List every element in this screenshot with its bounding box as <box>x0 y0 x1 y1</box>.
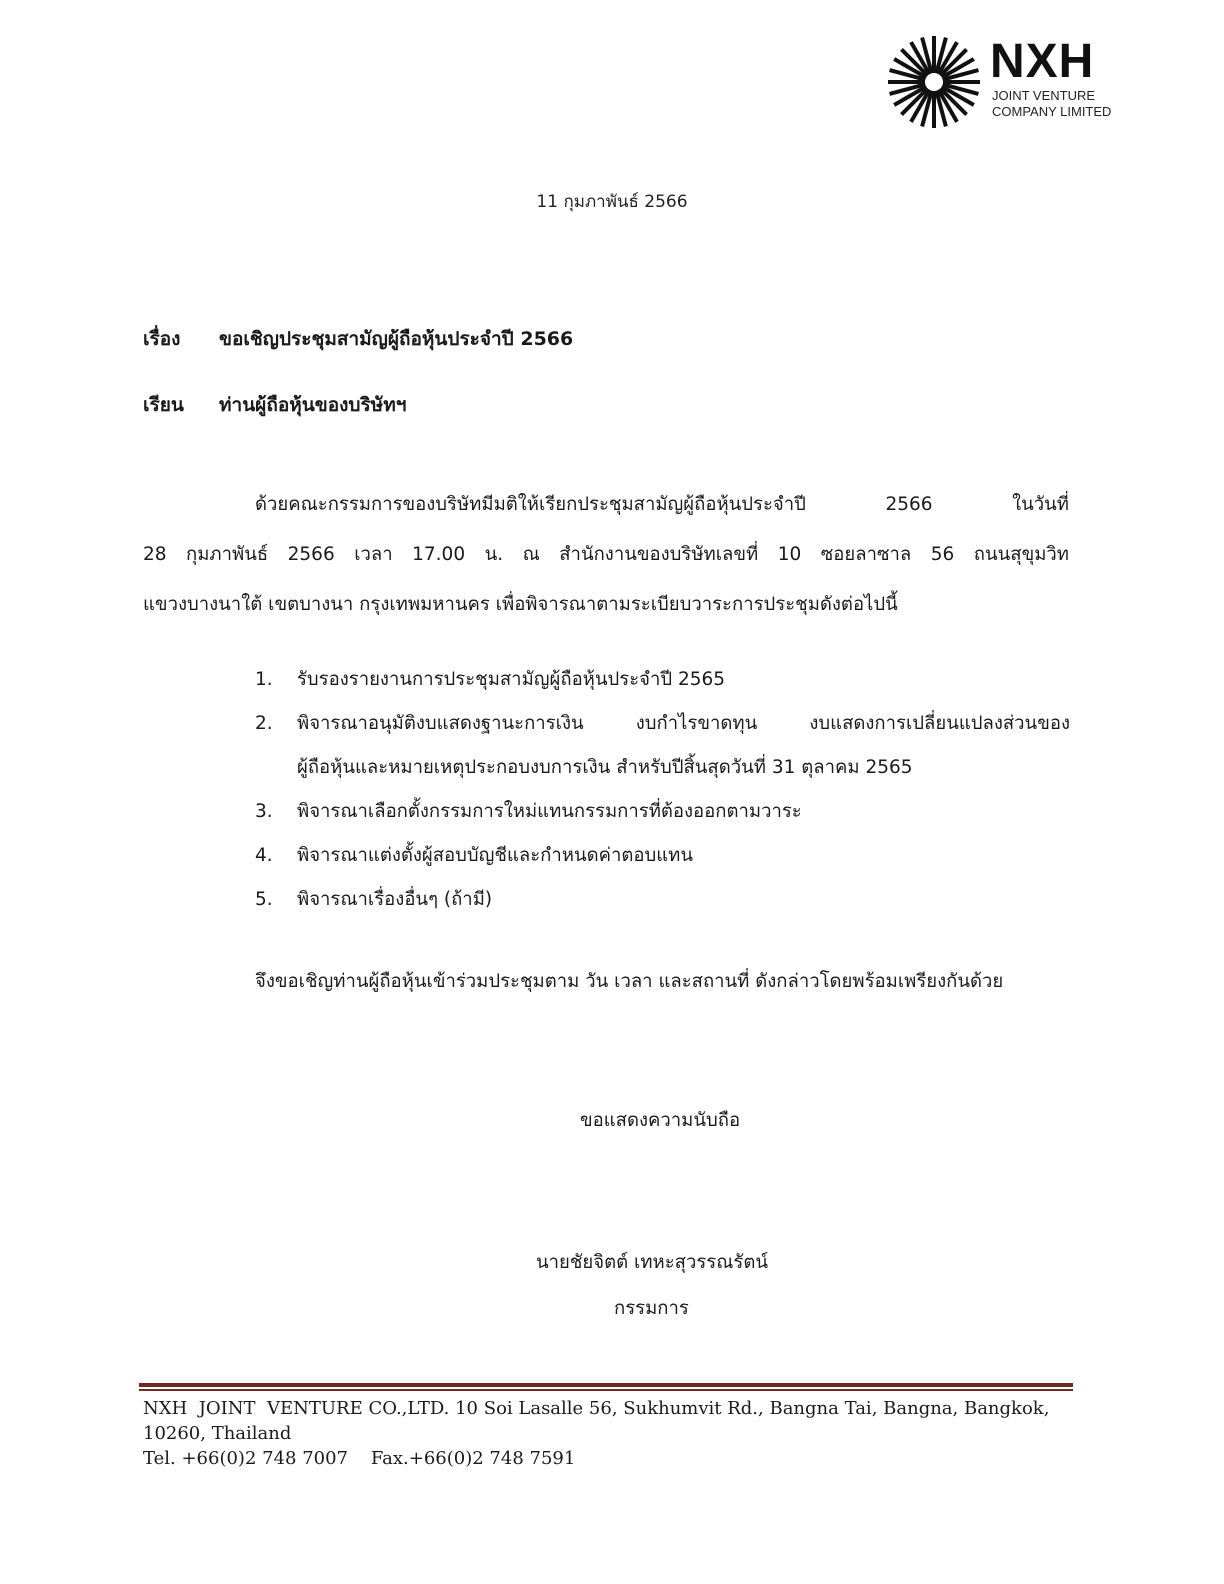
logo-subtitle <box>992 88 1111 120</box>
agenda-item-number: 2. <box>255 713 273 734</box>
footer-line: 10260, Thailand <box>143 1423 292 1444</box>
signer-position: กรรมการ <box>614 1298 689 1319</box>
agenda-item <box>255 658 1070 702</box>
agenda-item-number: 4. <box>255 845 273 866</box>
body-line: ด้วยคณะกรรมการของบริษัทมีมติให้เรียกประชุมสามัญผู้ถือหุ้นประจำปี 2566 ในวันที่ <box>255 494 1069 515</box>
company-logo <box>886 34 1136 134</box>
footer-line: Tel. +66(0)2 748 7007 Fax.+66(0)2 748 7591 <box>143 1448 576 1469</box>
body-line: 28 กุมภาพันธ์ 2566 เวลา 17.00 น. ณ สำนักงานของบริษัทเลขที่ 10 ซอยลาซาล 56 ถนนสุขุมวิท <box>143 544 1069 565</box>
agenda-item <box>255 834 1070 878</box>
logo-name: NXH <box>990 35 1095 88</box>
footer-divider-thick <box>139 1383 1073 1387</box>
letter-date: 11 กุมภาพันธ์ 2566 <box>536 192 688 212</box>
agenda-item-text: รับรองรายงานการประชุมสามัญผู้ถือหุ้นประจำปี 2565 <box>297 669 726 690</box>
addressee-label: เรียน <box>143 394 184 416</box>
agenda-item-text: พิจารณาเรื่องอื่นๆ (ถ้ามี) <box>297 889 493 910</box>
subject-text: ขอเชิญประชุมสามัญผู้ถือหุ้นประจำปี 2566 <box>219 328 574 350</box>
agenda-item-text: ผู้ถือหุ้นและหมายเหตุประกอบงบการเงิน สำหรับปีสิ้นสุดวันที่ 31 ตุลาคม 2565 <box>297 757 913 778</box>
agenda-item <box>255 878 1070 922</box>
agenda-item-number: 1. <box>255 669 273 690</box>
starburst-logo-icon <box>886 34 986 134</box>
footer-line: NXH JOINT VENTURE CO.,LTD. 10 Soi Lasalle 56, Sukhumvit Rd., Bangna Tai, Bangna, Bangkok, <box>143 1398 1050 1419</box>
agenda-item-text: พิจารณาแต่งตั้งผู้สอบบัญชีและกำหนดค่าตอบแทน <box>297 845 694 866</box>
regards-text: ขอแสดงความนับถือ <box>580 1110 741 1131</box>
agenda-item <box>255 702 1070 790</box>
agenda-item-text: พิจารณาเลือกตั้งกรรมการใหม่แทนกรรมการที่ต้องออกตามวาระ <box>297 801 802 822</box>
addressee-row <box>143 390 406 420</box>
logo-subtitle-line2: COMPANY LIMITED <box>992 104 1112 119</box>
agenda-item-number: 3. <box>255 801 273 822</box>
body-line: แขวงบางนาใต้ เขตบางนา กรุงเทพมหานคร เพื่อพิจารณาตามระเบียบวาระการประชุมดังต่อไปนี้ <box>143 594 898 615</box>
agenda-item-number: 5. <box>255 889 273 910</box>
agenda-item <box>255 790 1070 834</box>
agenda-item-text: พิจารณาอนุมัติงบแสดงฐานะการเงิน งบกำไรขาดทุน งบแสดงการเปลี่ยนแปลงส่วนของ <box>297 713 1070 734</box>
addressee-text: ท่านผู้ถือหุ้นของบริษัทฯ <box>219 394 407 416</box>
footer-address <box>143 1396 1083 1471</box>
subject-row <box>143 324 573 354</box>
footer-divider-thin <box>139 1389 1073 1391</box>
closing-paragraph: จึงขอเชิญท่านผู้ถือหุ้นเข้าร่วมประชุมตาม วัน เวลา และสถานที่ ดังกล่าวโดยพร้อมเพรียงกันด้วย <box>255 971 1004 992</box>
agenda-list <box>255 658 1070 922</box>
logo-subtitle-line1: JOINT VENTURE <box>992 88 1096 103</box>
signer-name: นายชัยจิตต์ เทหะสุวรรณรัตน์ <box>536 1252 768 1273</box>
body-paragraph <box>143 480 1069 630</box>
subject-label: เรื่อง <box>143 328 181 350</box>
